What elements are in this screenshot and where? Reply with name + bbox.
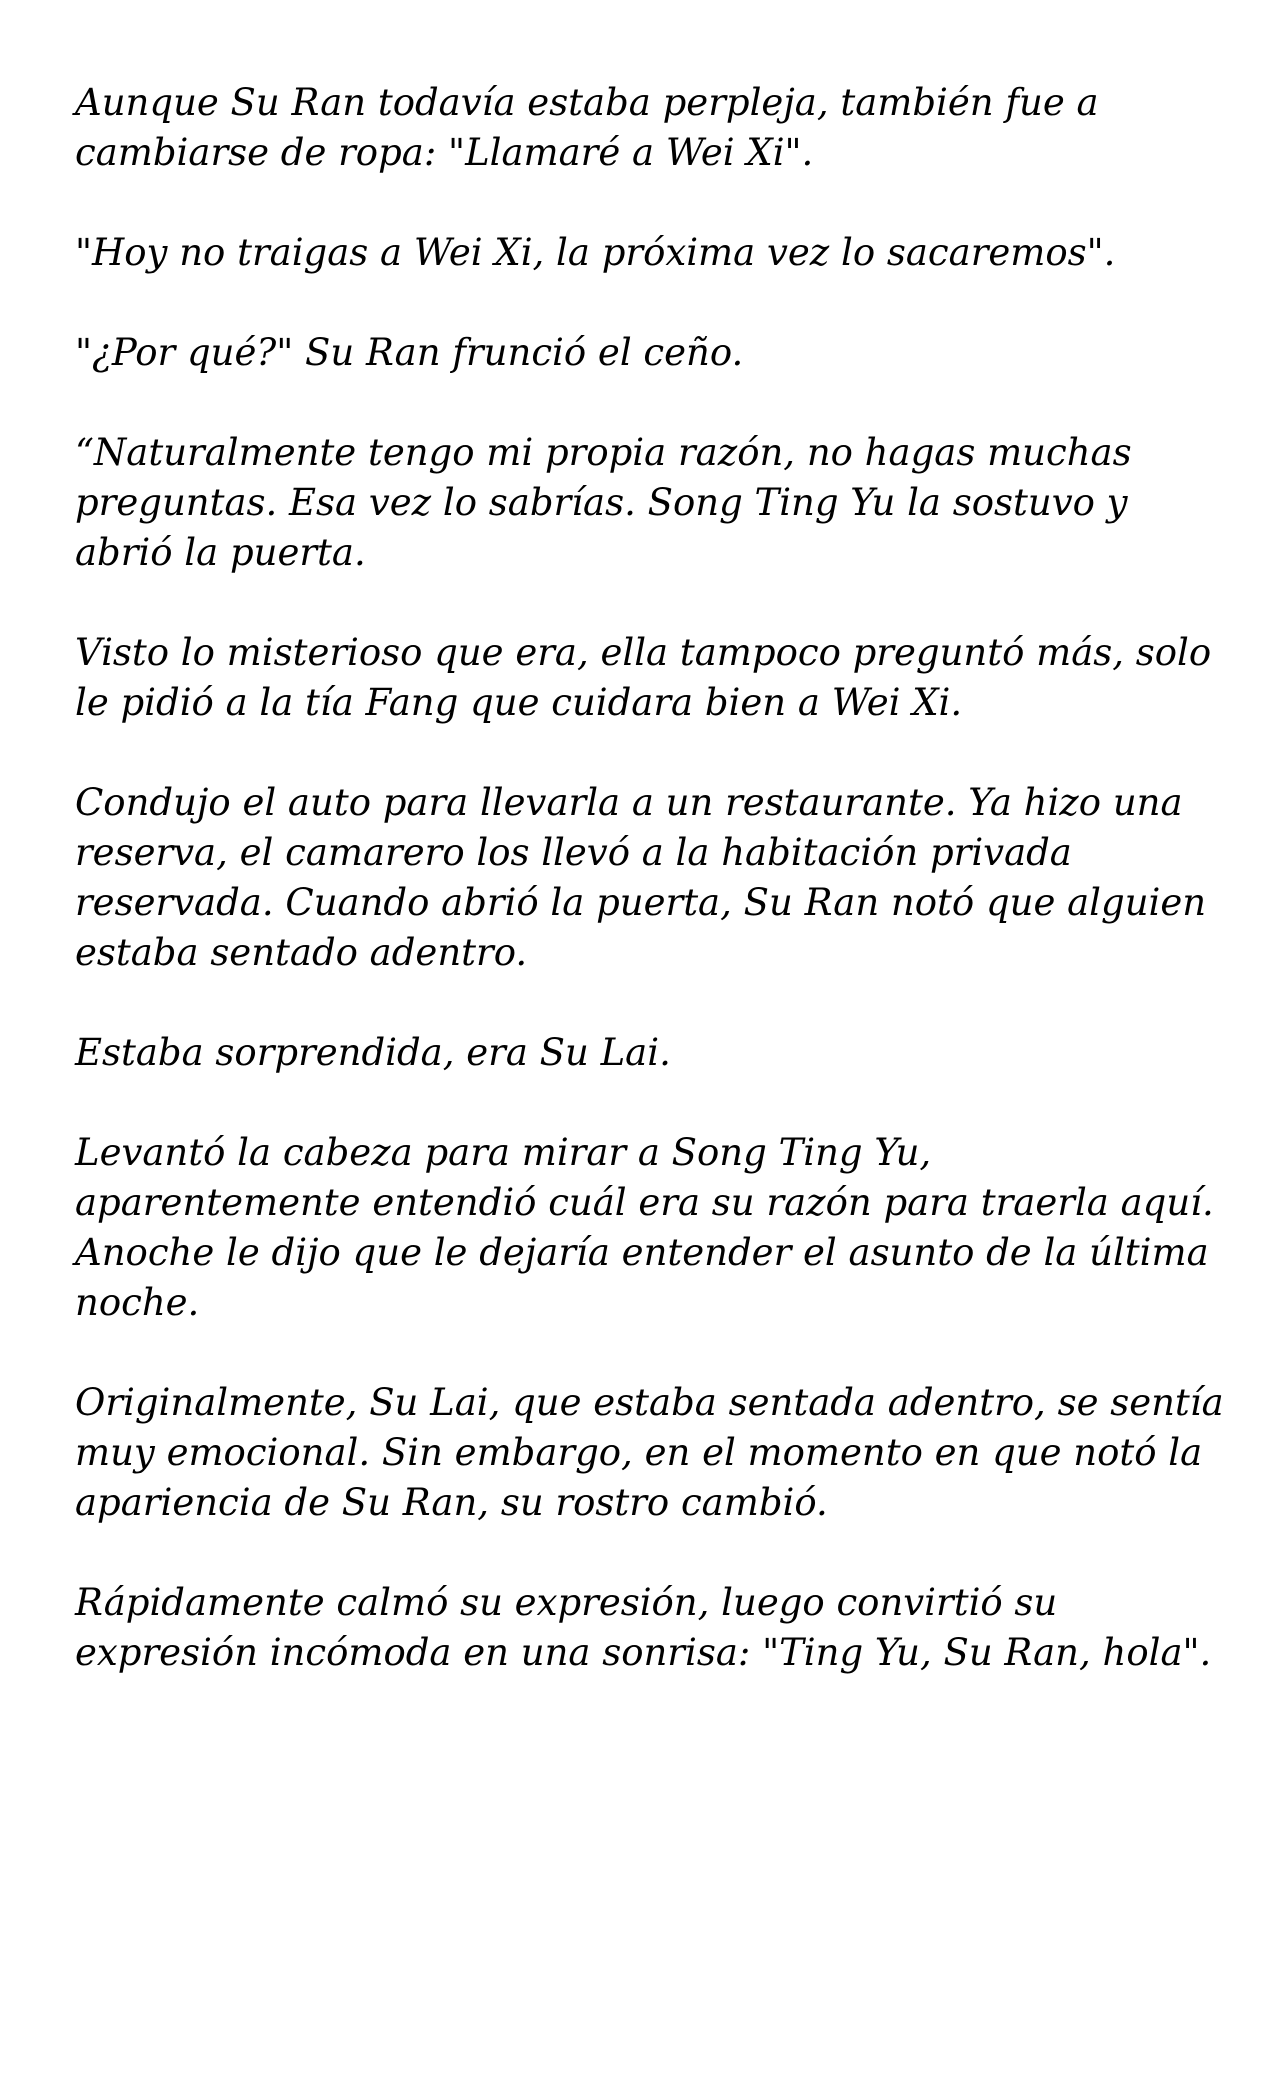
paragraph: Levantó la cabeza para mirar a Song Ting Yu, aparentemente entendió cuál era su razón para traerla aquí. Anoche le dijo que le dejaría entender el asunto de la última noche. bbox=[75, 1131, 1214, 1324]
paragraph: Rápidamente calmó su expresión, luego convirtió su expresión incómoda en una sonrisa: "Ting Yu, Su Ran, hola". bbox=[75, 1581, 1212, 1674]
paragraph: Condujo el auto para llevarla a un restaurante. Ya hizo una reserva, el camarero los llevó a la habitación privada reservada. Cuando abrió la puerta, Su Ran notó que alguien estaba sentado adentro. bbox=[75, 781, 1207, 974]
paragraph: "¿Por qué?" Su Ran frunció el ceño. bbox=[75, 331, 744, 374]
paragraph: Originalmente, Su Lai, que estaba sentada adentro, se sentía muy emocional. Sin embargo, en el momento en que notó la apariencia de Su Ran, su rostro cambió. bbox=[75, 1381, 1224, 1524]
document-body bbox=[75, 78, 1225, 1678]
paragraph: Estaba sorprendida, era Su Lai. bbox=[75, 1031, 671, 1074]
paragraph: Aunque Su Ran todavía estaba perpleja, también fue a cambiarse de ropa: "Llamaré a Wei Xi". bbox=[75, 81, 1099, 174]
paragraph: “Naturalmente tengo mi propia razón, no hagas muchas preguntas. Esa vez lo sabrías. Song Ting Yu la sostuvo y abrió la puerta. bbox=[75, 431, 1132, 574]
paragraph: "Hoy no traigas a Wei Xi, la próxima vez lo sacaremos". bbox=[75, 231, 1116, 274]
paragraph: Visto lo misterioso que era, ella tampoco preguntó más, solo le pidió a la tía Fang que cuidara bien a Wei Xi. bbox=[75, 631, 1212, 724]
